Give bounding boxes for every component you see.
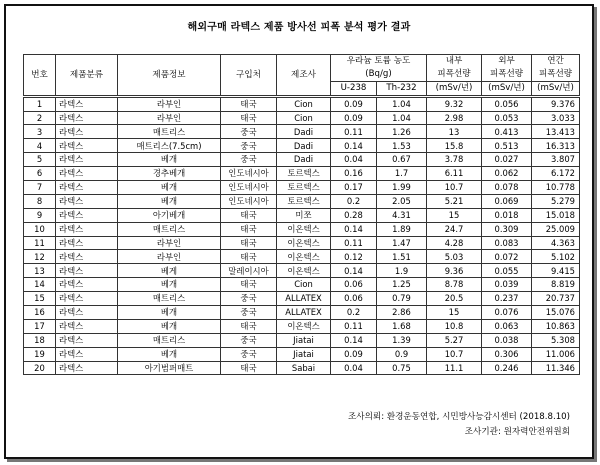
cell-internal-dose: 11.1 (427, 361, 482, 375)
table-row (24, 347, 580, 361)
table-row (24, 208, 580, 222)
cell-no: 9 (24, 208, 56, 222)
cell-annual-dose: 15.076 (532, 306, 580, 320)
cell-origin: 중국 (221, 292, 277, 306)
cell-th232: 4.31 (377, 208, 427, 222)
table-row (24, 139, 580, 153)
cell-no: 19 (24, 347, 56, 361)
header-u238: U-238 (331, 81, 377, 96)
cell-internal-dose: 9.36 (427, 264, 482, 278)
cell-th232: 1.7 (377, 167, 427, 181)
cell-category: 라텍스 (56, 319, 118, 333)
cell-th232: 2.05 (377, 194, 427, 208)
cell-category: 라텍스 (56, 333, 118, 347)
cell-internal-dose: 4.28 (427, 236, 482, 250)
document-frame (4, 4, 594, 459)
cell-maker: 토르텍스 (277, 167, 331, 181)
table-row (24, 292, 580, 306)
cell-origin: 태국 (221, 208, 277, 222)
cell-annual-dose: 5.279 (532, 194, 580, 208)
cell-info: 라부인 (118, 250, 221, 264)
cell-external-dose: 0.039 (482, 278, 532, 292)
cell-external-dose: 0.027 (482, 153, 532, 167)
cell-annual-dose: 10.778 (532, 181, 580, 195)
results-table-container (23, 54, 579, 375)
cell-th232: 0.75 (377, 361, 427, 375)
cell-maker: Cion (277, 96, 331, 111)
results-table (23, 54, 580, 375)
cell-u238: 0.16 (331, 167, 377, 181)
cell-no: 7 (24, 181, 56, 195)
table-row (24, 167, 580, 181)
cell-origin: 인도네시아 (221, 194, 277, 208)
cell-origin: 태국 (221, 236, 277, 250)
cell-origin: 태국 (221, 278, 277, 292)
cell-origin: 태국 (221, 222, 277, 236)
cell-info: 매트리스 (118, 125, 221, 139)
cell-origin: 태국 (221, 250, 277, 264)
table-row (24, 319, 580, 333)
cell-annual-dose: 11.006 (532, 347, 580, 361)
header-annual-line2: 피폭선량 (532, 68, 580, 81)
cell-info: 매트리스 (118, 222, 221, 236)
cell-th232: 1.25 (377, 278, 427, 292)
cell-origin: 인도네시아 (221, 167, 277, 181)
cell-external-dose: 0.056 (482, 96, 532, 111)
cell-external-dose: 0.055 (482, 264, 532, 278)
cell-origin: 인도네시아 (221, 181, 277, 195)
cell-annual-dose: 10.863 (532, 319, 580, 333)
cell-external-dose: 0.063 (482, 319, 532, 333)
cell-internal-dose: 3.78 (427, 153, 482, 167)
cell-th232: 1.89 (377, 222, 427, 236)
cell-annual-dose: 5.102 (532, 250, 580, 264)
header-conc-group: 우라늄 토륨 농도 (331, 55, 427, 68)
cell-no: 14 (24, 278, 56, 292)
cell-annual-dose: 8.819 (532, 278, 580, 292)
cell-category: 라텍스 (56, 306, 118, 320)
cell-maker: Jiatai (277, 333, 331, 347)
footer-requester: 조사의뢰: 환경운동연합, 시민방사능감시센터 (2018.8.10) (348, 412, 570, 422)
cell-th232: 0.79 (377, 292, 427, 306)
cell-maker: Dadi (277, 139, 331, 153)
cell-maker: 이온텍스 (277, 319, 331, 333)
cell-no: 16 (24, 306, 56, 320)
cell-u238: 0.2 (331, 306, 377, 320)
header-internal-unit: (mSv/년) (427, 81, 482, 96)
cell-annual-dose: 6.172 (532, 167, 580, 181)
cell-th232: 1.04 (377, 96, 427, 111)
cell-u238: 0.14 (331, 264, 377, 278)
cell-no: 17 (24, 319, 56, 333)
cell-internal-dose: 9.32 (427, 96, 482, 111)
cell-origin: 중국 (221, 125, 277, 139)
table-row (24, 236, 580, 250)
cell-u238: 0.11 (331, 319, 377, 333)
cell-internal-dose: 8.78 (427, 278, 482, 292)
cell-internal-dose: 24.7 (427, 222, 482, 236)
cell-info: 베개 (118, 181, 221, 195)
cell-info: 아기범퍼매트 (118, 361, 221, 375)
cell-th232: 0.9 (377, 347, 427, 361)
header-no: 번호 (24, 55, 56, 97)
cell-category: 라텍스 (56, 347, 118, 361)
cell-info: 베개 (118, 153, 221, 167)
cell-no: 2 (24, 111, 56, 125)
cell-th232: 2.86 (377, 306, 427, 320)
cell-external-dose: 0.072 (482, 250, 532, 264)
cell-external-dose: 0.413 (482, 125, 532, 139)
cell-external-dose: 0.053 (482, 111, 532, 125)
cell-category: 라텍스 (56, 153, 118, 167)
cell-info: 베개 (118, 347, 221, 361)
cell-category: 라텍스 (56, 292, 118, 306)
cell-info: 베개 (118, 278, 221, 292)
cell-u238: 0.06 (331, 278, 377, 292)
cell-annual-dose: 25.009 (532, 222, 580, 236)
table-header (24, 55, 580, 97)
cell-origin: 중국 (221, 306, 277, 320)
cell-maker: Dadi (277, 125, 331, 139)
header-info: 제품정보 (118, 55, 221, 97)
cell-u238: 0.11 (331, 236, 377, 250)
cell-external-dose: 0.078 (482, 181, 532, 195)
cell-maker: Dadi (277, 153, 331, 167)
table-row (24, 153, 580, 167)
table-row (24, 333, 580, 347)
cell-th232: 1.51 (377, 250, 427, 264)
cell-no: 13 (24, 264, 56, 278)
table-row (24, 96, 580, 111)
table-row (24, 194, 580, 208)
cell-category: 라텍스 (56, 222, 118, 236)
footer-agency: 조사기관: 원자력안전위원회 (464, 427, 570, 437)
cell-category: 라텍스 (56, 181, 118, 195)
cell-no: 1 (24, 96, 56, 111)
cell-maker: ALLATEX (277, 292, 331, 306)
cell-origin: 태국 (221, 96, 277, 111)
cell-annual-dose: 15.018 (532, 208, 580, 222)
cell-external-dose: 0.083 (482, 236, 532, 250)
cell-u238: 0.2 (331, 194, 377, 208)
cell-internal-dose: 2.98 (427, 111, 482, 125)
cell-annual-dose: 4.363 (532, 236, 580, 250)
cell-u238: 0.14 (331, 333, 377, 347)
table-row (24, 181, 580, 195)
cell-maker: Cion (277, 111, 331, 125)
cell-internal-dose: 15.8 (427, 139, 482, 153)
cell-u238: 0.04 (331, 361, 377, 375)
cell-u238: 0.04 (331, 153, 377, 167)
table-body (24, 96, 580, 375)
cell-origin: 중국 (221, 139, 277, 153)
cell-internal-dose: 5.27 (427, 333, 482, 347)
cell-th232: 1.53 (377, 139, 427, 153)
cell-th232: 0.67 (377, 153, 427, 167)
cell-category: 라텍스 (56, 264, 118, 278)
cell-internal-dose: 10.7 (427, 181, 482, 195)
cell-external-dose: 0.062 (482, 167, 532, 181)
cell-internal-dose: 13 (427, 125, 482, 139)
cell-internal-dose: 5.03 (427, 250, 482, 264)
header-internal-line2: 피폭선량 (427, 68, 482, 81)
cell-internal-dose: 20.5 (427, 292, 482, 306)
cell-origin: 중국 (221, 333, 277, 347)
cell-annual-dose: 3.033 (532, 111, 580, 125)
cell-category: 라텍스 (56, 167, 118, 181)
cell-origin: 태국 (221, 361, 277, 375)
cell-no: 20 (24, 361, 56, 375)
header-external-line2: 피폭선량 (482, 68, 532, 81)
cell-maker: 이온텍스 (277, 236, 331, 250)
cell-category: 라텍스 (56, 208, 118, 222)
cell-internal-dose: 10.8 (427, 319, 482, 333)
cell-th232: 1.47 (377, 236, 427, 250)
cell-external-dose: 0.513 (482, 139, 532, 153)
cell-u238: 0.09 (331, 96, 377, 111)
cell-category: 라텍스 (56, 250, 118, 264)
cell-info: 경추베개 (118, 167, 221, 181)
cell-external-dose: 0.237 (482, 292, 532, 306)
cell-u238: 0.09 (331, 347, 377, 361)
cell-category: 라텍스 (56, 194, 118, 208)
cell-external-dose: 0.018 (482, 208, 532, 222)
cell-origin: 태국 (221, 319, 277, 333)
header-category: 제품분류 (56, 55, 118, 97)
cell-maker: Sabai (277, 361, 331, 375)
cell-maker: 이온텍스 (277, 222, 331, 236)
cell-external-dose: 0.306 (482, 347, 532, 361)
cell-u238: 0.14 (331, 222, 377, 236)
cell-info: 베게 (118, 264, 221, 278)
cell-maker: 토르텍스 (277, 181, 331, 195)
cell-annual-dose: 11.346 (532, 361, 580, 375)
cell-info: 매트리스(7.5cm) (118, 139, 221, 153)
table-row (24, 278, 580, 292)
cell-no: 6 (24, 167, 56, 181)
table-row (24, 125, 580, 139)
cell-no: 5 (24, 153, 56, 167)
cell-internal-dose: 15 (427, 208, 482, 222)
cell-u238: 0.09 (331, 111, 377, 125)
header-annual-line1: 연간 (532, 55, 580, 68)
cell-info: 라부인 (118, 96, 221, 111)
cell-maker: 토르텍스 (277, 194, 331, 208)
cell-external-dose: 0.069 (482, 194, 532, 208)
cell-no: 10 (24, 222, 56, 236)
cell-maker: 이온텍스 (277, 264, 331, 278)
cell-info: 라부인 (118, 236, 221, 250)
cell-u238: 0.12 (331, 250, 377, 264)
cell-origin: 말레이시아 (221, 264, 277, 278)
cell-category: 라텍스 (56, 361, 118, 375)
cell-no: 18 (24, 333, 56, 347)
cell-origin: 중국 (221, 347, 277, 361)
cell-info: 라부인 (118, 111, 221, 125)
cell-category: 라텍스 (56, 125, 118, 139)
cell-info: 베개 (118, 319, 221, 333)
cell-internal-dose: 6.11 (427, 167, 482, 181)
cell-u238: 0.28 (331, 208, 377, 222)
header-internal-line1: 내부 (427, 55, 482, 68)
cell-info: 매트리스 (118, 292, 221, 306)
cell-maker: Cion (277, 278, 331, 292)
cell-th232: 1.99 (377, 181, 427, 195)
cell-info: 베개 (118, 306, 221, 320)
cell-th232: 1.68 (377, 319, 427, 333)
cell-no: 8 (24, 194, 56, 208)
cell-annual-dose: 20.737 (532, 292, 580, 306)
cell-maker: 미쪼 (277, 208, 331, 222)
cell-info: 매트리스 (118, 333, 221, 347)
table-row (24, 222, 580, 236)
cell-annual-dose: 13.413 (532, 125, 580, 139)
header-external-unit: (mSv/년) (482, 81, 532, 96)
cell-no: 12 (24, 250, 56, 264)
header-maker: 제조사 (277, 55, 331, 97)
cell-u238: 0.14 (331, 139, 377, 153)
cell-annual-dose: 9.415 (532, 264, 580, 278)
cell-no: 3 (24, 125, 56, 139)
cell-annual-dose: 16.313 (532, 139, 580, 153)
cell-info: 아기베개 (118, 208, 221, 222)
cell-origin: 태국 (221, 111, 277, 125)
cell-internal-dose: 15 (427, 306, 482, 320)
document-title: 해외구매 라텍스 제품 방사선 피폭 분석 평가 결과 (187, 22, 411, 33)
table-row (24, 264, 580, 278)
cell-category: 라텍스 (56, 111, 118, 125)
cell-th232: 1.9 (377, 264, 427, 278)
cell-no: 4 (24, 139, 56, 153)
header-conc-unit: (Bq/g) (331, 68, 427, 81)
cell-maker: ALLATEX (277, 306, 331, 320)
cell-external-dose: 0.246 (482, 361, 532, 375)
cell-maker: 이온텍스 (277, 250, 331, 264)
cell-annual-dose: 5.308 (532, 333, 580, 347)
table-row (24, 306, 580, 320)
cell-no: 15 (24, 292, 56, 306)
header-annual-unit: (mSv/년) (532, 81, 580, 96)
cell-external-dose: 0.309 (482, 222, 532, 236)
cell-no: 11 (24, 236, 56, 250)
cell-external-dose: 0.038 (482, 333, 532, 347)
cell-internal-dose: 10.7 (427, 347, 482, 361)
cell-origin: 중국 (221, 153, 277, 167)
cell-category: 라텍스 (56, 278, 118, 292)
cell-info: 베개 (118, 194, 221, 208)
table-row (24, 250, 580, 264)
cell-u238: 0.17 (331, 181, 377, 195)
cell-u238: 0.06 (331, 292, 377, 306)
header-th232: Th-232 (377, 81, 427, 96)
table-row (24, 111, 580, 125)
cell-th232: 1.04 (377, 111, 427, 125)
table-row (24, 361, 580, 375)
cell-annual-dose: 9.376 (532, 96, 580, 111)
cell-th232: 1.39 (377, 333, 427, 347)
header-origin: 구입처 (221, 55, 277, 97)
cell-th232: 1.26 (377, 125, 427, 139)
cell-maker: Jiatai (277, 347, 331, 361)
cell-u238: 0.11 (331, 125, 377, 139)
cell-category: 라텍스 (56, 96, 118, 111)
cell-external-dose: 0.076 (482, 306, 532, 320)
cell-category: 라텍스 (56, 139, 118, 153)
cell-internal-dose: 5.21 (427, 194, 482, 208)
cell-category: 라텍스 (56, 236, 118, 250)
header-external-line1: 외부 (482, 55, 532, 68)
cell-annual-dose: 3.807 (532, 153, 580, 167)
